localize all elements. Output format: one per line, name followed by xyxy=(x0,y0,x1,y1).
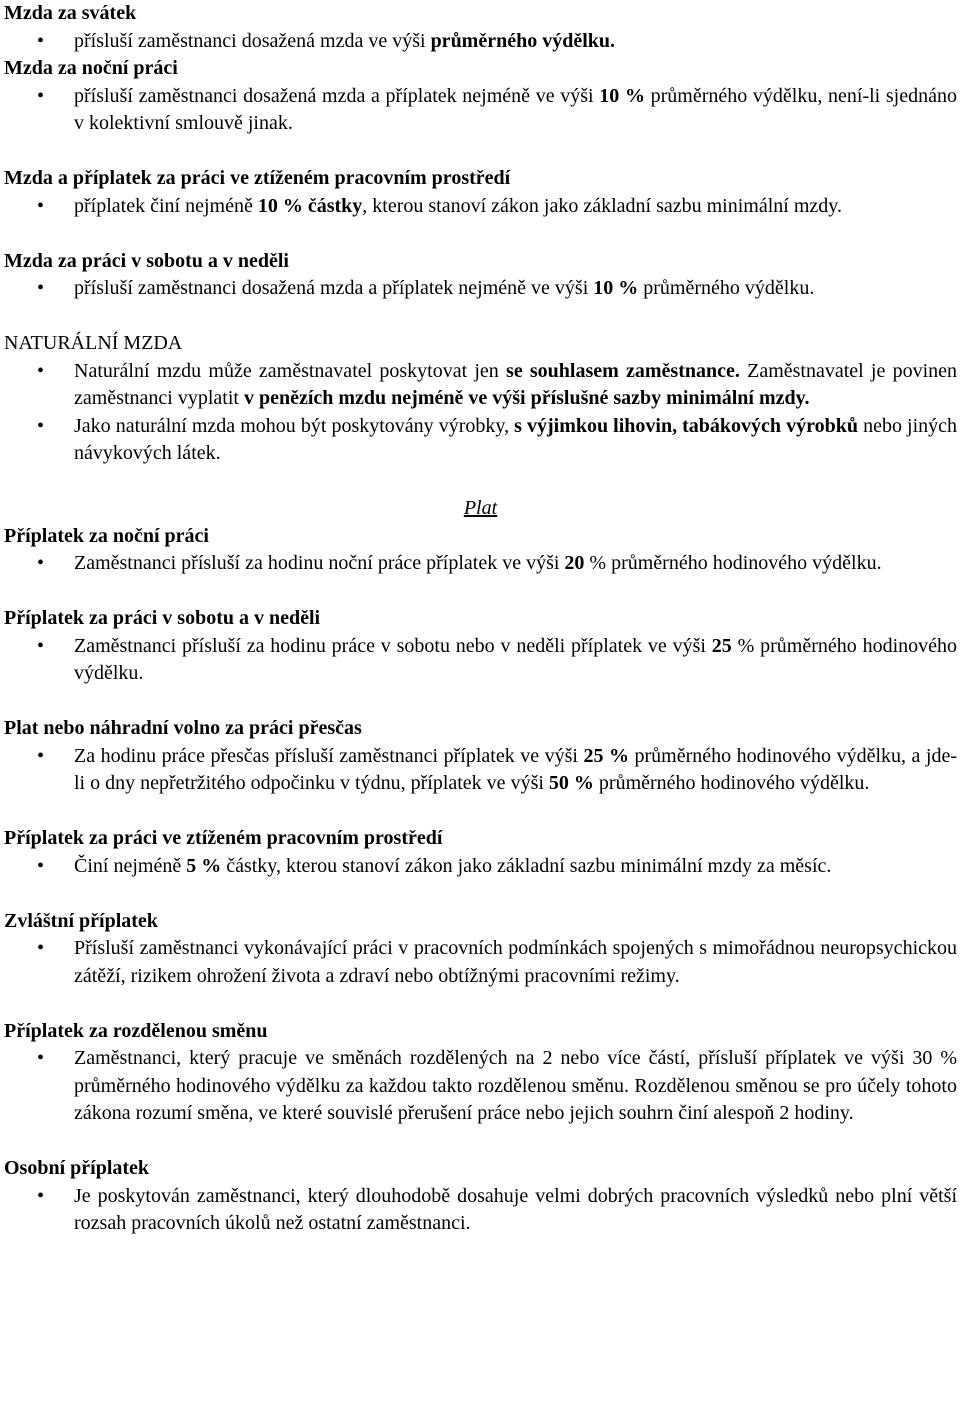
list-item: • Za hodinu práce přesčas přísluší zaměstnanci příplatek ve výši 25 % průměrného hodinového výdělku, a jde-li o dny nepřetržitého odpočinku v týdnu, příplatek ve výši 50 % průměrného hodinového výdělku. xyxy=(37,744,958,794)
bullet-list xyxy=(4,935,957,990)
list-item: • příplatek činí nejméně 10 % částky, kterou stanoví zákon jako základní sazbu minimální mzdy. xyxy=(4,193,957,221)
list-item: • Zaměstnanci, který pracuje ve směnách rozdělených na 2 nebo více částí, přísluší příplatek ve výši 30 % průměrného hodinového výdělku za každou takto rozdělenou směnu. Rozdělenou směnou se pro účely tohoto zákona rozumí směna, ve které souvislé přerušení práce nebo jejich souhrn činí alespoň 2 hodiny. xyxy=(37,1047,957,1124)
bullet-list xyxy=(4,550,957,578)
bullet-icon: • xyxy=(37,277,45,299)
bullet-icon: • xyxy=(37,359,45,382)
section-priplatek-ztizene-prostredi xyxy=(4,825,957,880)
list-item: • Zaměstnanci přísluší za hodinu práce v sobotu nebo v neděli příplatek ve výši 25 % průměrného hodinového výdělku. xyxy=(37,634,957,684)
section-mzda-za-svatek xyxy=(4,0,957,55)
bullet-list xyxy=(4,1183,957,1238)
bullet-icon: • xyxy=(37,552,45,574)
list-item: • Zaměstnanci přísluší za hodinu noční práce příplatek ve výši 20 % průměrného hodinového výdělku. xyxy=(4,550,957,578)
section-heading: Mzda za práci v sobotu a v neděli xyxy=(4,249,289,272)
section-heading: Mzda za noční práci xyxy=(4,57,178,79)
section-rozdelena-smena xyxy=(4,1018,957,1128)
bullet-icon: • xyxy=(37,414,45,437)
section-zvlastni-priplatek xyxy=(4,908,957,991)
section-mzda-za-nocni-praci xyxy=(4,55,957,138)
section-heading: Příplatek za rozdělenou směnu xyxy=(4,1019,268,1042)
list-item: • Naturální mzdu může zaměstnavatel poskytovat jen se souhlasem zaměstnance. Zaměstnavatel je povinen zaměstnanci vyplatit v penězích mzdu nejméně ve výši příslušné sazby minimální mzdy. xyxy=(37,359,958,409)
section-priplatek-sobota-nedele xyxy=(4,605,957,688)
bullet-list xyxy=(4,275,957,303)
bullet-list xyxy=(4,853,957,881)
section-heading: Příplatek za práci v sobotu a v neděli xyxy=(4,607,321,629)
list-item: • přísluší zaměstnanci dosažená mzda a příplatek nejméně ve výši 10 % průměrného výdělku, není-li sjednáno v kolektivní smlouvě jinak. xyxy=(37,84,957,134)
section-priplatek-nocni-prace xyxy=(4,523,957,578)
bullet-icon: • xyxy=(37,1047,45,1069)
bullet-list xyxy=(4,1045,957,1128)
section-osobni-priplatek xyxy=(4,1155,957,1238)
bullet-icon: • xyxy=(37,937,45,959)
section-mzda-sobota-nedele xyxy=(4,248,957,303)
bullet-list xyxy=(4,633,957,688)
bullet-icon: • xyxy=(37,194,45,217)
section-heading: Osobní příplatek xyxy=(4,1157,150,1179)
bullet-icon: • xyxy=(37,29,45,52)
bullet-list xyxy=(4,358,957,468)
bullet-list xyxy=(4,28,957,56)
section-heading: Příplatek za práci ve ztíženém pracovním prostředí xyxy=(4,827,443,849)
section-mzda-ztizene-prostredi xyxy=(4,165,957,220)
section-plat-prescas xyxy=(4,715,957,798)
section-heading: Mzda a příplatek za práci ve ztíženém pracovním prostředí xyxy=(4,167,511,189)
section-naturalni-mzda xyxy=(4,330,957,468)
section-title-plat: Plat xyxy=(463,497,498,519)
section-heading: Plat nebo náhradní volno za práci přesčas xyxy=(4,717,362,739)
list-item: • přísluší zaměstnanci dosažená mzda a příplatek nejméně ve výši 10 % průměrného výdělku. xyxy=(4,275,957,303)
bullet-list xyxy=(4,193,957,221)
bullet-icon: • xyxy=(37,744,45,767)
section-heading: Mzda za svátek xyxy=(4,2,137,24)
section-heading: NATURÁLNÍ MZDA xyxy=(4,332,183,354)
bullet-icon: • xyxy=(37,854,45,877)
list-item: • přísluší zaměstnanci dosažená mzda ve výši průměrného výdělku. xyxy=(4,28,957,56)
bullet-icon: • xyxy=(37,634,45,657)
section-heading: Příplatek za noční práci xyxy=(4,524,209,547)
list-item: • Přísluší zaměstnanci vykonávající práci v pracovních podmínkách spojených s mimořádnou neuropsychickou zátěží, rizikem ohrožení života a zdraví nebo obtížnými pracovními režimy. xyxy=(37,937,957,987)
bullet-list xyxy=(4,83,957,138)
bullet-icon: • xyxy=(37,84,45,107)
bullet-list xyxy=(4,743,957,798)
section-heading: Zvláštní příplatek xyxy=(4,909,158,932)
list-item: • Je poskytován zaměstnanci, který dlouhodobě dosahuje velmi dobrých pracovních výsledků nebo plní větší rozsah pracovních úkolů než ostatní zaměstnanci. xyxy=(37,1184,957,1234)
bullet-icon: • xyxy=(37,1184,45,1207)
list-item: • Činí nejméně 5 % částky, kterou stanoví zákon jako základní sazbu minimální mzdy za měsíc. xyxy=(4,853,957,881)
list-item: • Jako naturální mzda mohou být poskytovány výrobky, s výjimkou lihovin, tabákových výrobků nebo jiných návykových látek. xyxy=(37,414,957,464)
